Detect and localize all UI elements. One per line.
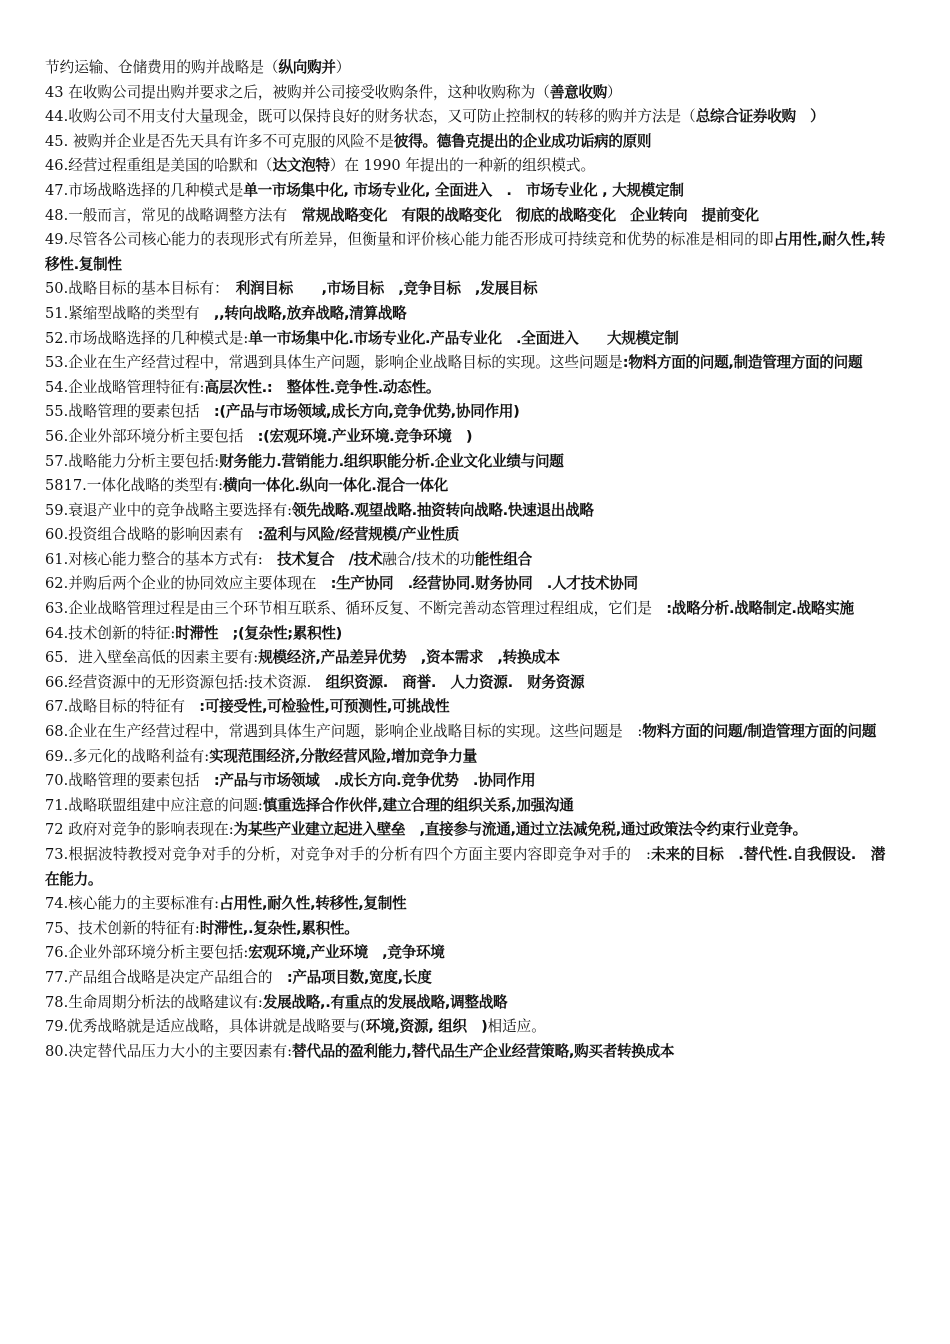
answer-text: 领先战略.观望战略.抽资转向战略.快速退出战略 [292, 501, 594, 519]
question-text: 52.市场战略选择的几种模式是: [45, 329, 249, 347]
question-text: 57.战略能力分析主要包括: [45, 452, 220, 470]
question-text: 73.根据波特教授对竞争对手的分析，对竞争对手的分析有四个方面主要内容即竞争对手的 : [45, 846, 651, 863]
question-line [45, 917, 885, 942]
question-line [45, 941, 885, 966]
question-line [45, 769, 885, 794]
question-line [45, 720, 885, 745]
answer-text: 宏观环境,产业环境 ,竞争环境 [248, 944, 445, 962]
answer-text: :可接受性,可检验性,可预测性,可挑战性 [184, 698, 450, 716]
question-text: 79.优秀战略就是适应战略，具体讲就是战略要与( [45, 1018, 366, 1036]
question-line [45, 105, 885, 130]
question-line [45, 474, 885, 499]
question-line [45, 572, 885, 597]
question-text: 56.企业外部环境分析主要包括 [45, 427, 244, 445]
question-text: 43 在收购公司提出购并要求之后，被购并公司接受收购条件，这种收购称为（ [45, 83, 550, 101]
answer-text: 达文泡特 [272, 157, 330, 175]
question-text: 47.市场战略选择的几种模式是 [45, 181, 244, 199]
question-line [45, 622, 885, 647]
question-line [45, 843, 885, 892]
answer-text: 替代品的盈利能力,替代品生产企业经营策略,购买者转换成本 [292, 1042, 675, 1060]
question-line [45, 818, 885, 843]
answer-text: :(宏观环境.产业环境.竞争环境 ) [243, 427, 473, 445]
answer-text: 技术复合 /技术 [262, 550, 383, 568]
question-text: ） [607, 83, 622, 101]
answer-text: 慎重选择合作伙伴,建立合理的组织关系,加强沟通 [262, 796, 574, 814]
answer-text: 横向一体化.纵向一体化.混合一体化 [223, 477, 448, 495]
question-text: 49.尽管各公司核心能力的表现形式有所差异，但衡量和评价核心能力能否形成可持续竞和优势的标准是相同的即 [45, 231, 774, 249]
question-text: 68.企业在生产经营过程中，常遇到具体生产问题，影响企业战略目标的实现。这些问题是 : [45, 723, 643, 741]
answer-text: 实现范围经济,分散经营风险,增加竞争力量 [209, 747, 477, 765]
question-text: 48.一般而言，常见的战略调整方法有 [45, 206, 288, 224]
question-line [45, 548, 885, 573]
answer-text: :(产品与市场领域,成长方向,竞争优势,协同作用) [199, 403, 520, 421]
question-text: 60.投资组合战略的影响因素有 [45, 526, 244, 544]
question-line [45, 523, 885, 548]
question-text: 5817.一体化战略的类型有: [45, 477, 224, 495]
answer-text: 占用性,耐久性,转移性,复制性 [219, 895, 407, 913]
document-page [45, 56, 885, 1064]
question-text: 46.经营过程重组是美国的哈默和（ [45, 157, 273, 175]
question-line [45, 695, 885, 720]
answer-text: 占用性,耐久性,转移性.复制性 [45, 231, 886, 273]
question-line [45, 400, 885, 425]
question-line [45, 351, 885, 376]
question-line [45, 597, 885, 622]
question-line [45, 81, 885, 106]
answer-text: 时滞性,.复杂性,累积性。 [199, 919, 359, 937]
question-text: 77.产品组合战略是决定产品组合的 [45, 968, 273, 986]
question-text: ） [335, 59, 351, 76]
question-line [45, 991, 885, 1016]
question-text: 65．进入壁垒高低的因素主要有: [45, 649, 259, 667]
answer-text: 纵向购并 [278, 59, 336, 76]
question-line [45, 228, 885, 277]
question-line [45, 130, 885, 155]
answer-text: ,,转向战略,放弃战略,清算战略 [199, 304, 407, 322]
answer-text: :盈利与风险/经营规模/产业性质 [243, 526, 460, 544]
question-text: 64.技术创新的特征: [45, 624, 176, 642]
answer-text: 彼得。德鲁克提出的企业成功诟病的原则 [393, 132, 652, 150]
question-text: 76.企业外部环境分析主要包括: [45, 944, 249, 962]
question-line [45, 892, 885, 917]
question-line [45, 425, 885, 450]
question-text: 61.对核心能力整合的基本方式有: [45, 550, 263, 568]
answer-text: 能性组合 [474, 550, 532, 568]
answer-text: 常规战略变化 有限的战略变化 彻底的战略变化 企业转向 提前变化 [287, 206, 759, 224]
answer-text: 利润目标 ,市场目标 ,竞争目标 ,发展目标 [221, 280, 538, 298]
question-line [45, 450, 885, 475]
question-line [45, 56, 885, 81]
answer-text: 时滞性 ;(复杂性;累积性) [175, 624, 343, 642]
answer-text: 总综合证券收购 ） [695, 108, 825, 126]
answer-text: 物料方面的问题/制造管理方面的问题 [642, 723, 877, 741]
answer-text: 发展战略,.有重点的发展战略,调整战略 [262, 993, 508, 1011]
answer-text: 单一市场集中化, 市场专业化, 全面进入 . 市场专业化 , 大规模定制 [243, 181, 684, 199]
question-line [45, 327, 885, 352]
question-text: 55.战略管理的要素包括 [45, 403, 200, 421]
question-line [45, 277, 885, 302]
question-text: 节约运输、仓储费用的购并战略是（ [45, 59, 279, 76]
question-line [45, 204, 885, 229]
answer-text: 单一市场集中化.市场专业化.产品专业化 .全面进入 大规模定制 [248, 329, 679, 347]
question-text: 70.战略管理的要素包括 [45, 772, 200, 790]
answer-text: :产品项目数,宽度,长度 [272, 968, 432, 986]
question-line [45, 671, 885, 696]
question-text: 50.战略目标的基本目标有： [45, 280, 222, 298]
answer-text: 规模经济,产品差异优势 ,资本需求 ,转换成本 [258, 649, 560, 667]
question-text: 相适应。 [487, 1018, 546, 1036]
answer-text: 财务能力.营销能力.组织职能分析.企业文化业绩与问题 [219, 452, 564, 470]
answer-text: :生产协同 .经营协同.财务协同 .人才技术协同 [316, 575, 638, 593]
question-line [45, 745, 885, 770]
question-line [45, 966, 885, 991]
question-line [45, 302, 885, 327]
answer-text: 高层次性.: 整体性.竞争性.动态性。 [204, 378, 441, 396]
question-line [45, 646, 885, 671]
question-line [45, 154, 885, 179]
answer-text: 为某些产业建立起进入壁垒 ,直接参与流通,通过立法减免税,通过政策法令约束行业竞争。 [233, 821, 807, 839]
question-text: 80.决定替代品压力大小的主要因素有: [45, 1042, 293, 1060]
question-text: 融合/技术的功 [382, 550, 475, 568]
question-text: 45. 被购并企业是否先天具有许多不可克服的风险不是 [45, 132, 394, 150]
question-text: 59.衰退产业中的竞争战略主要选择有: [45, 501, 293, 519]
question-text: 69..多元化的战略利益有: [45, 747, 210, 765]
question-text: 71.战略联盟组建中应注意的问题: [45, 796, 263, 814]
question-text: 63.企业战略管理过程是由三个环节相互联系、循环反复、不断完善动态管理过程组成，它们是 [45, 600, 652, 618]
question-line [45, 1040, 885, 1065]
question-line [45, 794, 885, 819]
answer-text: 环境,资源, 组织 ) [365, 1018, 488, 1036]
question-line [45, 1015, 885, 1040]
question-text: 66.经营资源中的无形资源包括:技术资源. [45, 673, 312, 691]
answer-text: 未来的目标 .替代性.自我假设. 潜在能力。 [45, 846, 885, 888]
question-line [45, 179, 885, 204]
answer-text: :战略分析.战略制定.战略实施 [651, 600, 854, 618]
question-line [45, 499, 885, 524]
question-text: 75、技术创新的特征有: [45, 919, 200, 937]
answer-text: :物料方面的问题,制造管理方面的问题 [622, 354, 863, 372]
question-text: 67.战略目标的特征有 [45, 698, 185, 716]
question-text: 78.生命周期分析法的战略建议有: [45, 993, 263, 1011]
question-text: ）在 1990 年提出的一种新的组织模式。 [329, 157, 596, 175]
question-text: 62.并购后两个企业的协同效应主要体现在 [45, 575, 317, 593]
answer-text: 组织资源. 商誉. 人力资源. 财务资源 [311, 673, 585, 691]
question-text: 54.企业战略管理特征有: [45, 378, 205, 396]
question-text: 72 政府对竞争的影响表现在: [45, 821, 234, 839]
question-text: 53.企业在生产经营过程中，常遇到具体生产问题，影响企业战略目标的实现。这些问题是 [45, 354, 623, 372]
question-text: 74.核心能力的主要标准有: [45, 895, 220, 913]
answer-text: :产品与市场领域 .成长方向.竞争优势 .协同作用 [199, 772, 536, 790]
question-text: 51.紧缩型战略的类型有 [45, 304, 200, 322]
question-line [45, 376, 885, 401]
answer-text: 善意收购 [549, 83, 607, 101]
question-text: 44.收购公司不用支付大量现金，既可以保持良好的财务状态，又可防止控制权的转移的购并方法是（ [45, 108, 696, 126]
